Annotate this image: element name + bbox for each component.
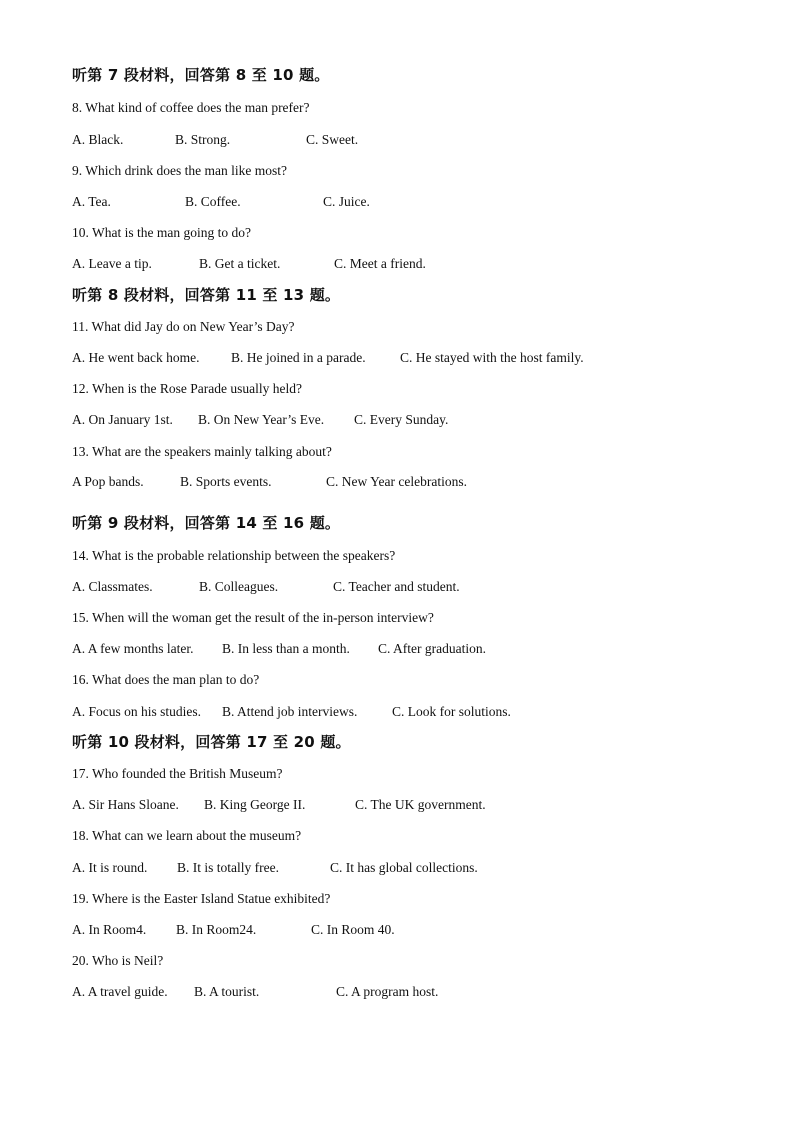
- option-20c: C. A program host.: [336, 984, 439, 999]
- question-8: 8. What kind of coffee does the man prefer?: [72, 100, 310, 115]
- option-8a: A. Black.: [72, 132, 124, 147]
- question-20: 20. Who is Neil?: [72, 953, 164, 968]
- option-10c: C. Meet a friend.: [334, 256, 426, 271]
- option-8c: C. Sweet.: [306, 132, 359, 147]
- question-16: 16. What does the man plan to do?: [72, 672, 260, 687]
- option-19b: B. In Room24.: [176, 922, 257, 937]
- option-18b: B. It is totally free.: [177, 860, 279, 875]
- option-14c: C. Teacher and student.: [333, 579, 460, 594]
- option-10a: A. Leave a tip.: [72, 256, 152, 271]
- option-16a: A. Focus on his studies.: [72, 704, 202, 719]
- option-13b: B. Sports events.: [180, 474, 272, 489]
- question-13: 13. What are the speakers mainly talking about?: [72, 444, 332, 459]
- option-11b: B. He joined in a parade.: [231, 350, 366, 365]
- section-heading-10: 听第 10 段材料，回答第 17 至 20 题。: [72, 733, 351, 751]
- option-17a: A. Sir Hans Sloane.: [72, 797, 179, 812]
- option-19c: C. In Room 40.: [311, 922, 395, 937]
- option-17c: C. The UK government.: [355, 797, 486, 812]
- question-11: 11. What did Jay do on New Year’s Day?: [72, 319, 295, 334]
- option-15c: C. After graduation.: [378, 641, 486, 656]
- option-19a: A. In Room4.: [72, 922, 147, 937]
- question-12: 12. When is the Rose Parade usually held?: [72, 381, 302, 396]
- option-16b: B. Attend job interviews.: [222, 704, 358, 719]
- option-11a: A. He went back home.: [72, 350, 200, 365]
- question-18: 18. What can we learn about the museum?: [72, 828, 302, 843]
- option-12a: A. On January 1st.: [72, 412, 173, 427]
- option-16c: C. Look for solutions.: [392, 704, 511, 719]
- option-9b: B. Coffee.: [185, 194, 241, 209]
- section-heading-7: 听第 7 段材料，回答第 8 至 10 题。: [72, 66, 330, 84]
- option-14b: B. Colleagues.: [199, 579, 279, 594]
- question-10: 10. What is the man going to do?: [72, 225, 251, 240]
- option-20b: B. A tourist.: [194, 984, 260, 999]
- question-19: 19. Where is the Easter Island Statue exhibited?: [72, 891, 331, 906]
- question-14: 14. What is the probable relationship between the speakers?: [72, 548, 396, 563]
- option-8b: B. Strong.: [175, 132, 231, 147]
- question-9: 9. Which drink does the man like most?: [72, 163, 287, 178]
- option-12b: B. On New Year’s Eve.: [198, 412, 325, 427]
- option-12c: C. Every Sunday.: [354, 412, 449, 427]
- question-15: 15. When will the woman get the result of the in-person interview?: [72, 610, 434, 625]
- question-17: 17. Who founded the British Museum?: [72, 766, 283, 781]
- option-13c: C. New Year celebrations.: [326, 474, 467, 489]
- option-15a: A. A few months later.: [72, 641, 194, 656]
- option-13a: A Pop bands.: [72, 474, 144, 489]
- option-18c: C. It has global collections.: [330, 860, 478, 875]
- option-11c: C. He stayed with the host family.: [400, 350, 584, 365]
- option-9c: C. Juice.: [323, 194, 370, 209]
- option-15b: B. In less than a month.: [222, 641, 350, 656]
- option-20a: A. A travel guide.: [72, 984, 168, 999]
- option-9a: A. Tea.: [72, 194, 111, 209]
- option-10b: B. Get a ticket.: [199, 256, 281, 271]
- option-18a: A. It is round.: [72, 860, 148, 875]
- option-14a: A. Classmates.: [72, 579, 153, 594]
- option-17b: B. King George II.: [204, 797, 306, 812]
- section-heading-8: 听第 8 段材料，回答第 11 至 13 题。: [72, 286, 341, 304]
- section-heading-9: 听第 9 段材料，回答第 14 至 16 题。: [72, 514, 341, 532]
